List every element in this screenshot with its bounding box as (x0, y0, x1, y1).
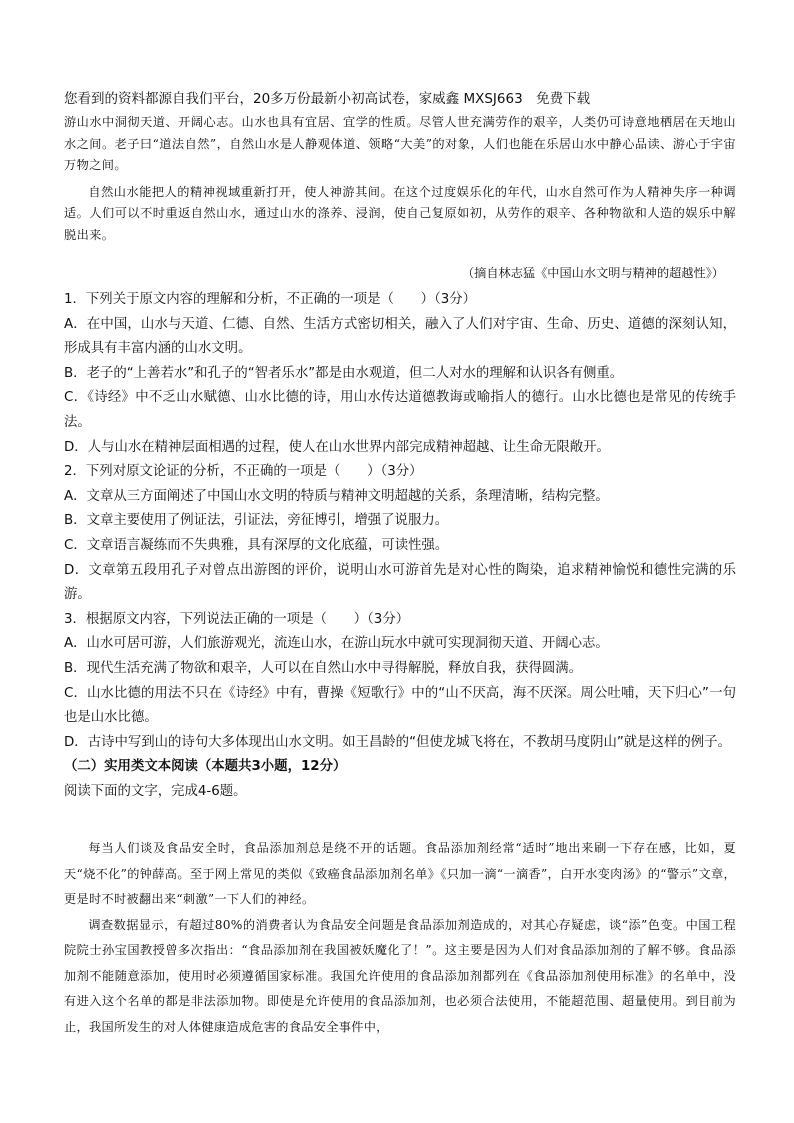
questions-block (64, 288, 736, 804)
source-citation: （摘自林志猛《中国山水文明与精神的超越性》） (461, 266, 724, 280)
promo-line: 您看到的资料都源自我们平台，20多万份最新小初高试卷，家威鑫 MXSJ663 免费下载 (64, 91, 591, 107)
passage-one (64, 112, 736, 246)
section-2-instruction: 阅读下面的文字，完成4-6题。 (64, 783, 247, 799)
question-2-option-a: A．文章从三方面阐述了中国山水文明的特质与精神文明超越的关系，条理清晰，结构完整。 (64, 488, 609, 504)
question-3-option-d: D．古诗中写到山的诗句大多体现出山水文明。如王昌龄的“但使龙城飞将在，不教胡马度阴山”就是这样的例子。 (64, 734, 731, 750)
passage-one-paragraph-2: 自然山水能把人的精神视域重新打开，使人神游其间。在这个过度娱乐化的年代，山水自然可作为人精神失序一种调适。人们可以不时重返自然山水，通过山水的涤养、浸润，使自己复原如初，从劳作的艰辛、各种物欲和人造的娱乐中解脱出来。 (64, 184, 736, 242)
passage-one-paragraph-1: 游山水中洞彻天道、开阔心志。山水也具有宜居、宜学的性质。尽管人世充满劳作的艰辛，人类仍可诗意地栖居在天地山水之间。老子曰“道法自然”，自然山水是人静观体道、领略“大美”的对象，人们也能在乐居山水中静心品读、游心于宇宙万物之间。 (64, 115, 736, 172)
question-3-option-c: C．山水比德的用法不只在《诗经》中有，曹操《短歌行》中的“山不厌高，海不厌深。周公吐哺，天下归心”一句也是山水比德。 (64, 685, 736, 726)
passage-two-paragraph-1: 每当人们谈及食品安全时，食品添加剂总是绕不开的话题。食品添加剂经常“适时”地出来刷一下存在感，比如，夏天“烧不化”的钟薛高。至于网上常见的类似《致癌食品添加剂名单》《只加一滴“一滴香”，白开水变肉汤》的“警示”文章，更是时不时被翻出来“刺激”一下人们的神经。 (64, 841, 736, 906)
question-1-stem: 1．下列关于原文内容的理解和分析，不正确的一项是（ ）（3分） (64, 292, 477, 307)
question-3-stem: 3．根据原文内容，下列说法正确的一项是（ ）（3分） (64, 611, 410, 627)
question-2-option-c: C．文章语言凝练而不失典雅，具有深厚的文化底蕴，可读性强。 (64, 537, 449, 553)
passage-two-paragraph-2: 调查数据显示，有超过80%的消费者认为食品安全问题是食品添加剂造成的，对其心存疑虑，谈“添”色变。中国工程院院士孙宝国教授曾多次指出：“食品添加剂在我国被妖魔化了！”。这主要是因为人们对食品添加剂的了解不够。食品添加剂不能随意添加，使用时必须遵循国家标准。我国允许使用的食品添加剂都列在《食品添加剂使用标准》的名单中，没有进入这个名单的都是非法添加物。即使是允许使用的食品添加剂，也必须合法使用，不能超范围、超量使用。到目前为止，我国所发生的对人体健康造成危害的食品安全事件中， (64, 917, 736, 1034)
question-1-option-d: D．人与山水在精神层面相遇的过程，使人在山水世界内部完成精神超越、让生命无限敞开。 (64, 439, 610, 455)
question-3-option-b: B．现代生活充满了物欲和艰辛，人可以在自然山水中寻得解脱，释放自我，获得圆满。 (64, 660, 583, 676)
question-2-option-b: B．文章主要使用了例证法，引证法，旁征博引，增强了说服力。 (64, 513, 449, 529)
section-2-heading: （二）实用类文本阅读（本题共3小题，12分） (64, 759, 347, 775)
question-2-stem: 2．下列对原文论证的分析，不正确的一项是（ ）（3分） (64, 464, 423, 480)
question-2-option-d: D．文章第五段用孔子对曾点出游图的评价，说明山水可游首先是对心性的陶染，追求精神愉悦和德性完满的乐游。 (64, 562, 736, 603)
question-1-option-a: A．在中国，山水与天道、仁德、自然、生活方式密切相关，融入了人们对宇宙、生命、历史、道德的深刻认知，形成具有丰富内涵的山水文明。 (64, 316, 736, 357)
passage-two (64, 836, 736, 1040)
question-1-option-c: C．《诗经》中不乏山水赋德、山水比德的诗，用山水传达道德教诲或喻指人的德行。山水比德也是常见的传统手法。 (64, 390, 736, 430)
question-1-option-b: B．老子的“上善若水”和孔子的“智者乐水”都是由水观道，但二人对水的理解和认识各有侧重。 (64, 365, 624, 381)
question-3-option-a: A．山水可居可游，人们旅游观光，流连山水，在游山玩水中就可实现洞彻天道、开阔心志。 (64, 636, 609, 652)
